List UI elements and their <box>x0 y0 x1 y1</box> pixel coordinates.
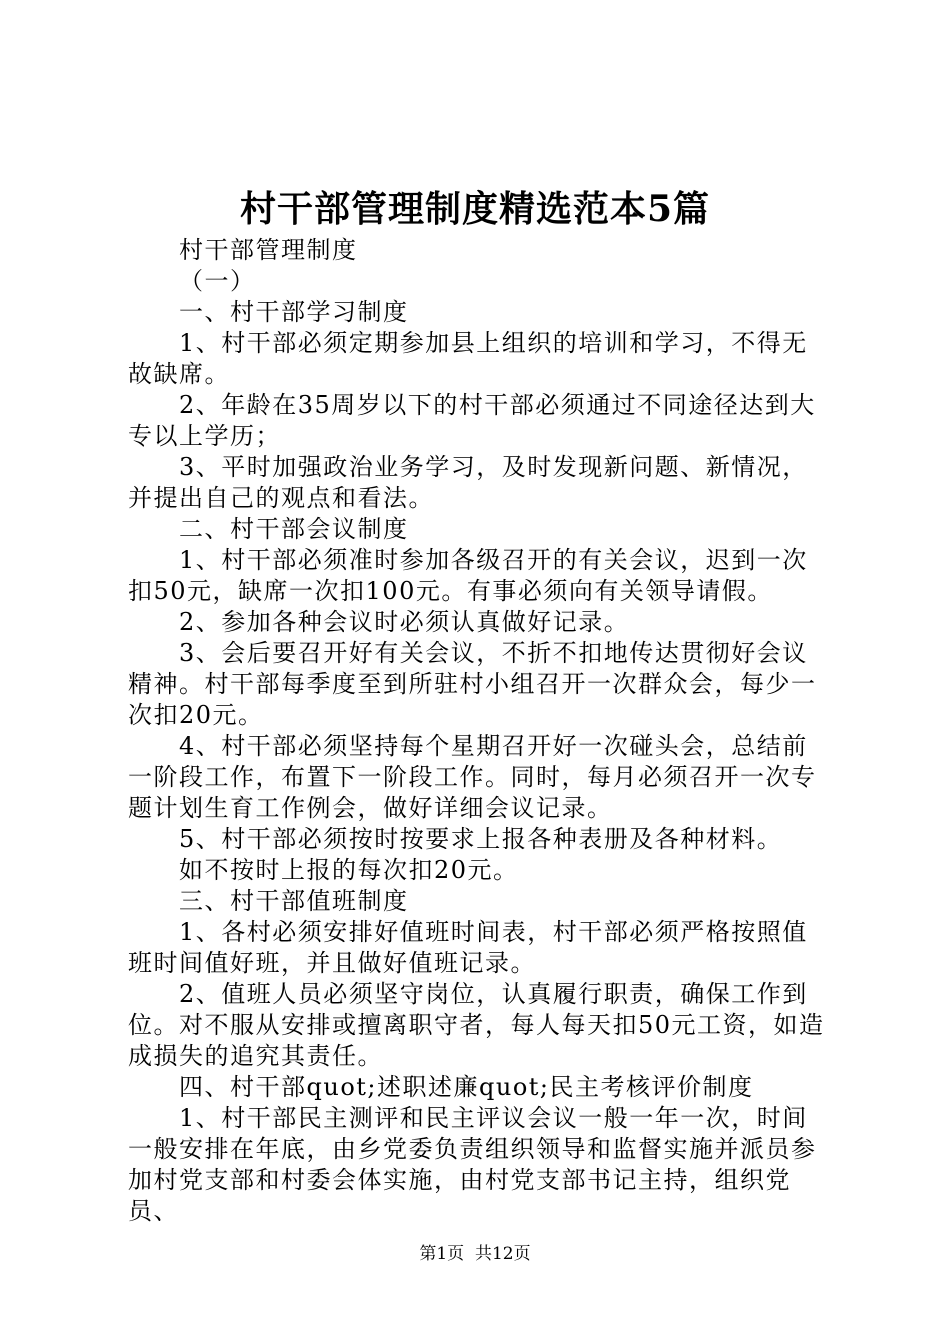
document-title: 村干部管理制度精选范本5篇 <box>239 188 711 230</box>
section-heading: 三、村干部值班制度 <box>179 887 409 915</box>
section-heading: 一、村干部学习制度 <box>179 298 409 326</box>
paragraph: 2、年龄在35周岁以下的村干部必须通过不同途径达到大专以上学历； <box>128 391 816 450</box>
paragraph: 4、村干部必须坚持每个星期召开好一次碰头会，总结前一阶段工作，布置下一阶段工作。同时，每月必须召开一次专题计划生育工作例会，做好详细会议记录。 <box>128 732 817 822</box>
paragraph: 3、平时加强政治业务学习，及时发现新问题、新情况，并提出自己的观点和看法。 <box>128 453 808 512</box>
paragraph: 2、值班人员必须坚守岗位，认真履行职责，确保工作到位。对不服从安排或擅离职守者，每人每天扣50元工资，如造成损失的追究其责任。 <box>128 980 825 1070</box>
paragraph: 1、村干部民主测评和民主评议会议一般一年一次，时间一般安排在年底，由乡党委负责组织领导和监督实施并派员参加村党支部和村委会体实施，由村党支部书记主持，组织党员、 <box>128 1104 817 1225</box>
document-body <box>128 235 833 1227</box>
paragraph: 1、各村必须安排好值班时间表，村干部必须严格按照值班时间值好班，并且做好值班记录。 <box>128 918 808 977</box>
paragraph: 2、参加各种会议时必须认真做好记录。 <box>179 608 630 636</box>
page-footer <box>0 1242 950 1266</box>
section-heading: 四、村干部quot;述职述廉quot;民主考核评价制度 <box>179 1073 754 1101</box>
section-heading: 二、村干部会议制度 <box>179 515 409 543</box>
paragraph: 5、村干部必须按时按要求上报各种表册及各种材料。 <box>179 825 783 853</box>
paragraph: 村干部管理制度 <box>179 236 358 264</box>
paragraph: 1、村干部必须准时参加各级召开的有关会议，迟到一次扣50元，缺席一次扣100元。有事必须向有关领导请假。 <box>128 546 808 605</box>
paragraph: 1、村干部必须定期参加县上组织的培训和学习，不得无故缺席。 <box>128 329 808 388</box>
paragraph: 如不按时上报的每次扣20元。 <box>179 856 519 884</box>
paragraph: （一） <box>179 267 256 295</box>
paragraph: 3、会后要召开好有关会议，不折不扣地传达贯彻好会议精神。村干部每季度至到所驻村小组召开一次群众会，每少一次扣20元。 <box>128 639 817 729</box>
page-number: 第1页 共12页 <box>419 1244 531 1264</box>
